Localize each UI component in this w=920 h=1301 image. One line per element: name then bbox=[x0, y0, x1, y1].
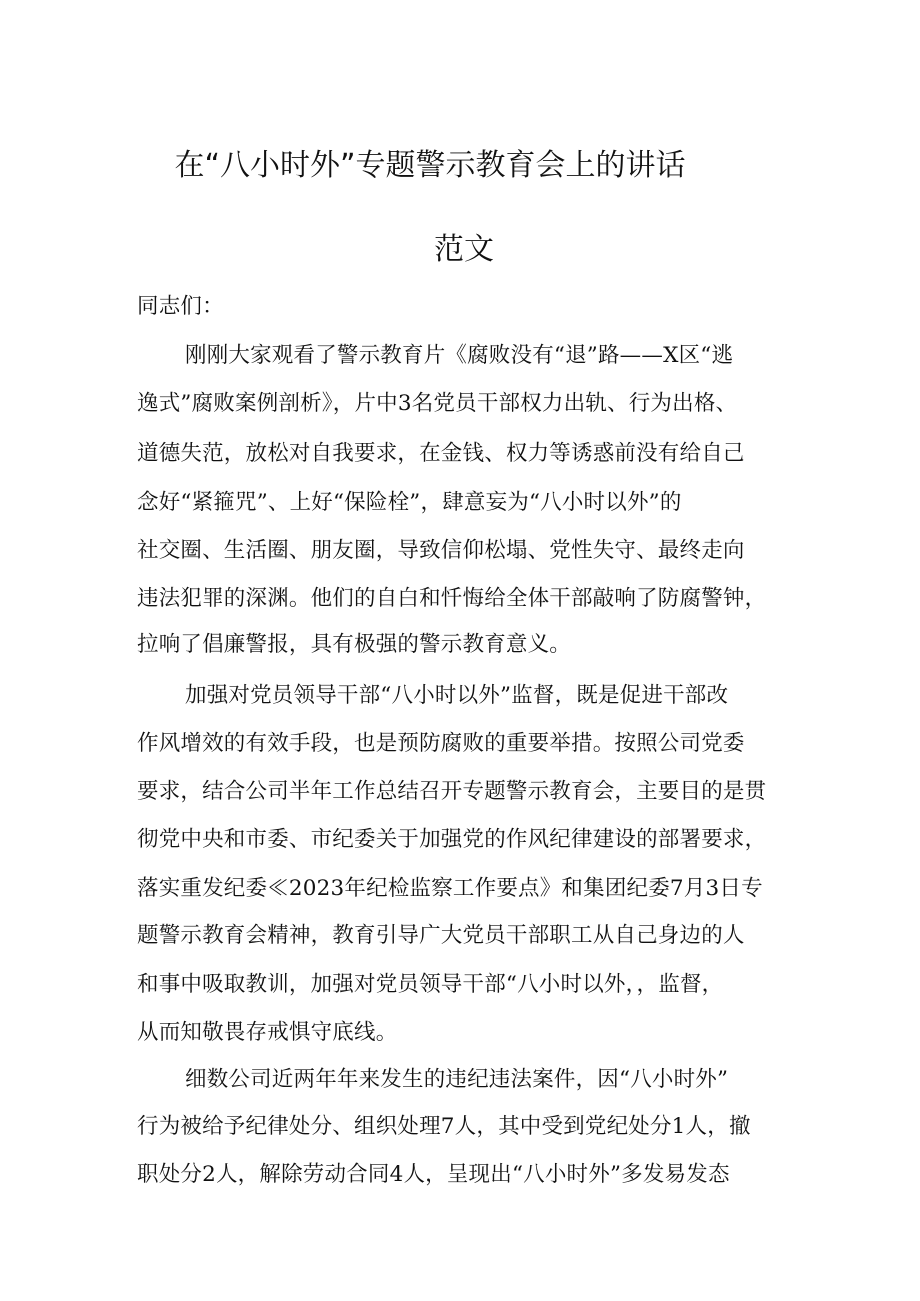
paragraph-2-line-4: 彻党中央和市委、市纪委关于加强党的作风纪律建设的部署要求， bbox=[137, 827, 767, 852]
paragraph-1-line-2: 逸式”腐败案例剖析》，片中3名党员干部权力出轨、行为出格、 bbox=[137, 391, 738, 416]
paragraph-2-line-2: 作风增效的有效手段，也是预防腐败的重要举措。按照公司党委 bbox=[137, 731, 745, 756]
paragraph-1-line-6: 违法犯罪的深渊。他们的自白和忏悔给全体干部敲响了防腐警钟， bbox=[137, 586, 767, 611]
document-title: 在“八小时外”专题警示教育会上的讲话 bbox=[174, 148, 686, 183]
paragraph-2-line-6: 题警示教育会精神，教育引导广大党员干部职工从自己身边的人 bbox=[137, 923, 745, 948]
paragraph-2-line-8: 从而知敬畏存戒惧守底线。 bbox=[137, 1020, 398, 1045]
document-title-continued: 范文 bbox=[434, 232, 494, 267]
paragraph-1-line-4: 念好“紧箍咒”、上好“保险栓”，肆意妄为“八小时以外”的 bbox=[137, 490, 682, 515]
paragraph-3-line-3: 职处分2人，解除劳动合同4人，呈现出“八小时外”多发易发态 bbox=[137, 1162, 730, 1187]
salutation: 同志们： bbox=[137, 294, 224, 319]
paragraph-1-line-5: 社交圈、生活圈、朋友圈，导致信仰松塌、党性失守、最终走向 bbox=[137, 538, 745, 563]
paragraph-2-line-1: 加强对党员领导干部“八小时以外”监督，既是促进干部改 bbox=[185, 683, 729, 708]
paragraph-1-line-7: 拉响了倡廉警报，具有极强的警示教育意义。 bbox=[137, 632, 572, 657]
paragraph-3-line-2: 行为被给予纪律处分、组织处理7人，其中受到党纪处分1人，撤 bbox=[137, 1114, 751, 1139]
paragraph-3-line-1: 细数公司近两年年来发生的违纪违法案件，因“八小时外” bbox=[185, 1067, 729, 1092]
paragraph-2-line-3: 要求，结合公司半年工作总结召开专题警示教育会，主要目的是贯 bbox=[137, 779, 767, 804]
paragraph-2-line-5: 落实重发纪委≪2023年纪检监察工作要点》和集团纪委7月3日专 bbox=[137, 876, 763, 901]
paragraph-1-line-1: 刚刚大家观看了警示教育片《腐败没有“退”路——X区“逃 bbox=[185, 343, 734, 368]
paragraph-2-line-7: 和事中吸取教训，加强对党员领导干部“八小时以外，，监督， bbox=[137, 972, 724, 997]
paragraph-1-line-3: 道德失范，放松对自我要求，在金钱、权力等诱惑前没有给自己 bbox=[137, 441, 745, 466]
